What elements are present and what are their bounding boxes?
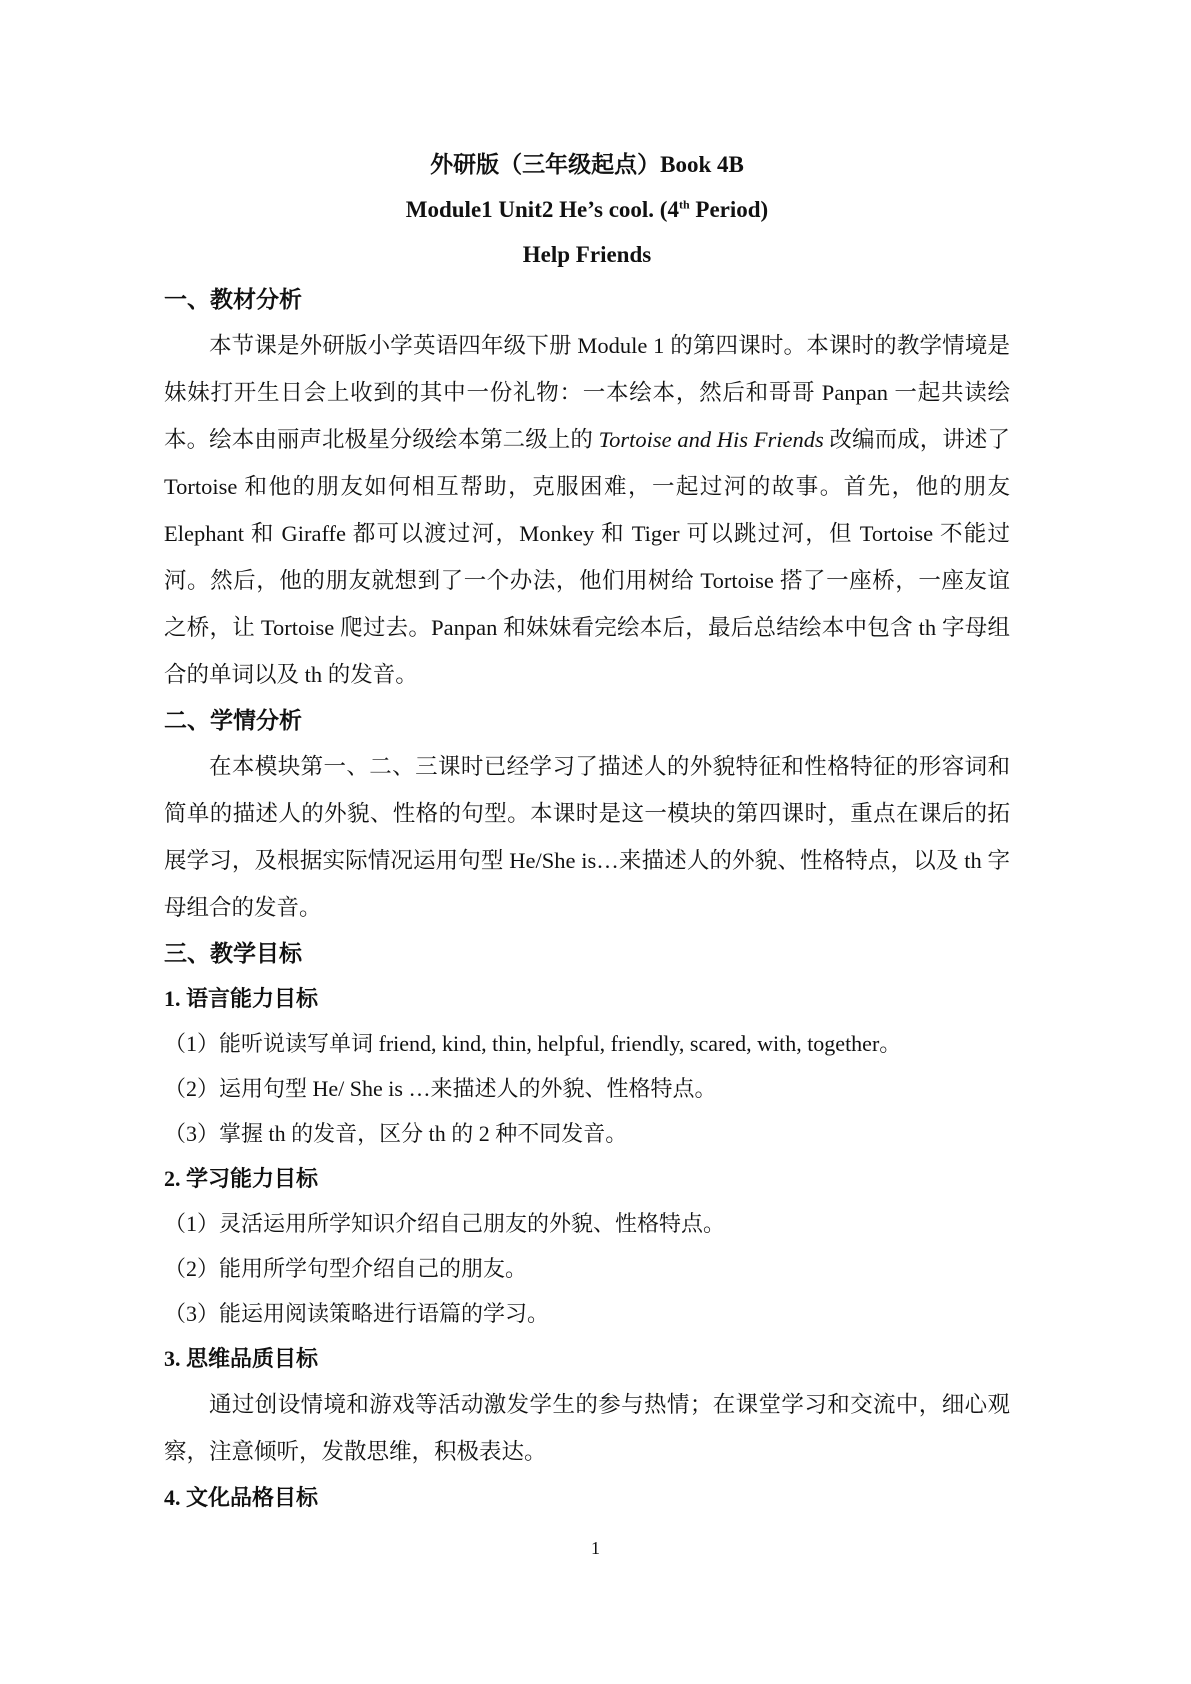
goal2-item-1: （1）灵活运用所学知识介绍自己朋友的外貌、性格特点。 [164,1211,726,1236]
goal2-item-2: （2）能用所学句型介绍自己的朋友。 [164,1256,528,1281]
section1-paragraph-b: 改编而成，讲述了 Tortoise 和他的朋友如何相互帮助，克服困难，一起过河的故事。首先，他的朋友 Elephant 和 Giraffe 都可以渡过河，Monkey 和 Tiger 可以跳过河，但 Tortoise 不能过河。然后，他的朋友就想到了一个办法，他们用树给 Tortoise 搭了一座桥，一座友谊之桥，让 Tortoise 爬过去。Panpan 和妹妹看完绘本后，最后总结绘本中包含 th 字母组合的单词以及 th 的发音。 [164,427,1010,687]
section3-heading: 三、教学目标 [164,941,302,966]
title-line2-post: Period) [689,197,769,222]
goal1-item-1: （1）能听说读写单词 friend, kind, thin, helpful, friendly, scared, with, together。 [164,1031,902,1056]
goal3-paragraph: 通过创设情境和游戏等活动激发学生的参与热情；在课堂学习和交流中，细心观察，注意倾听，发散思维，积极表达。 [164,1392,1010,1464]
page-number: 1 [591,1538,600,1558]
document-title-line2 [164,187,1010,232]
section1-heading: 一、教材分析 [164,287,302,312]
title-line2-sup: th [678,197,690,212]
section1-paragraph [164,322,1010,698]
document-title-line3: Help Friends [522,242,652,267]
goal1-item-2: （2）运用句型 He/ She is …来描述人的外貌、性格特点。 [164,1076,717,1101]
goal2-item-3: （3）能运用阅读策略进行语篇的学习。 [164,1301,550,1326]
section2-heading: 二、学情分析 [164,708,302,733]
goal3-heading: 3. 思维品质目标 [164,1346,319,1371]
goal4-heading: 4. 文化品格目标 [164,1485,319,1510]
goal2-heading: 2. 学习能力目标 [164,1166,319,1191]
document-title-line1: 外研版（三年级起点）Book 4B [430,152,744,177]
section1-book-title: Tortoise and His Friends [598,427,824,452]
section1-paragraph-a: 本节课是外研版小学英语四年级下册 Module 1 的第四课时。本课时的教学情境是妹妹打开生日会上收到的其中一份礼物：一本绘本，然后和哥哥 Panpan 一起共读绘本。绘本由丽声北极星分级绘本第二级上的 [164,333,1010,452]
section2-paragraph: 在本模块第一、二、三课时已经学习了描述人的外貌特征和性格特征的形容词和简单的描述人的外貌、性格的句型。本课时是这一模块的第四课时，重点在课后的拓展学习，及根据实际情况运用句型 He/She is…来描述人的外貌、性格特点，以及 th 字母组合的发音。 [164,754,1010,920]
goal1-item-3: （3）掌握 th 的发音，区分 th 的 2 种不同发音。 [164,1121,628,1146]
goal1-heading: 1. 语言能力目标 [164,986,319,1011]
title-line2-pre: Module1 Unit2 He’s cool. (4 [405,197,679,222]
